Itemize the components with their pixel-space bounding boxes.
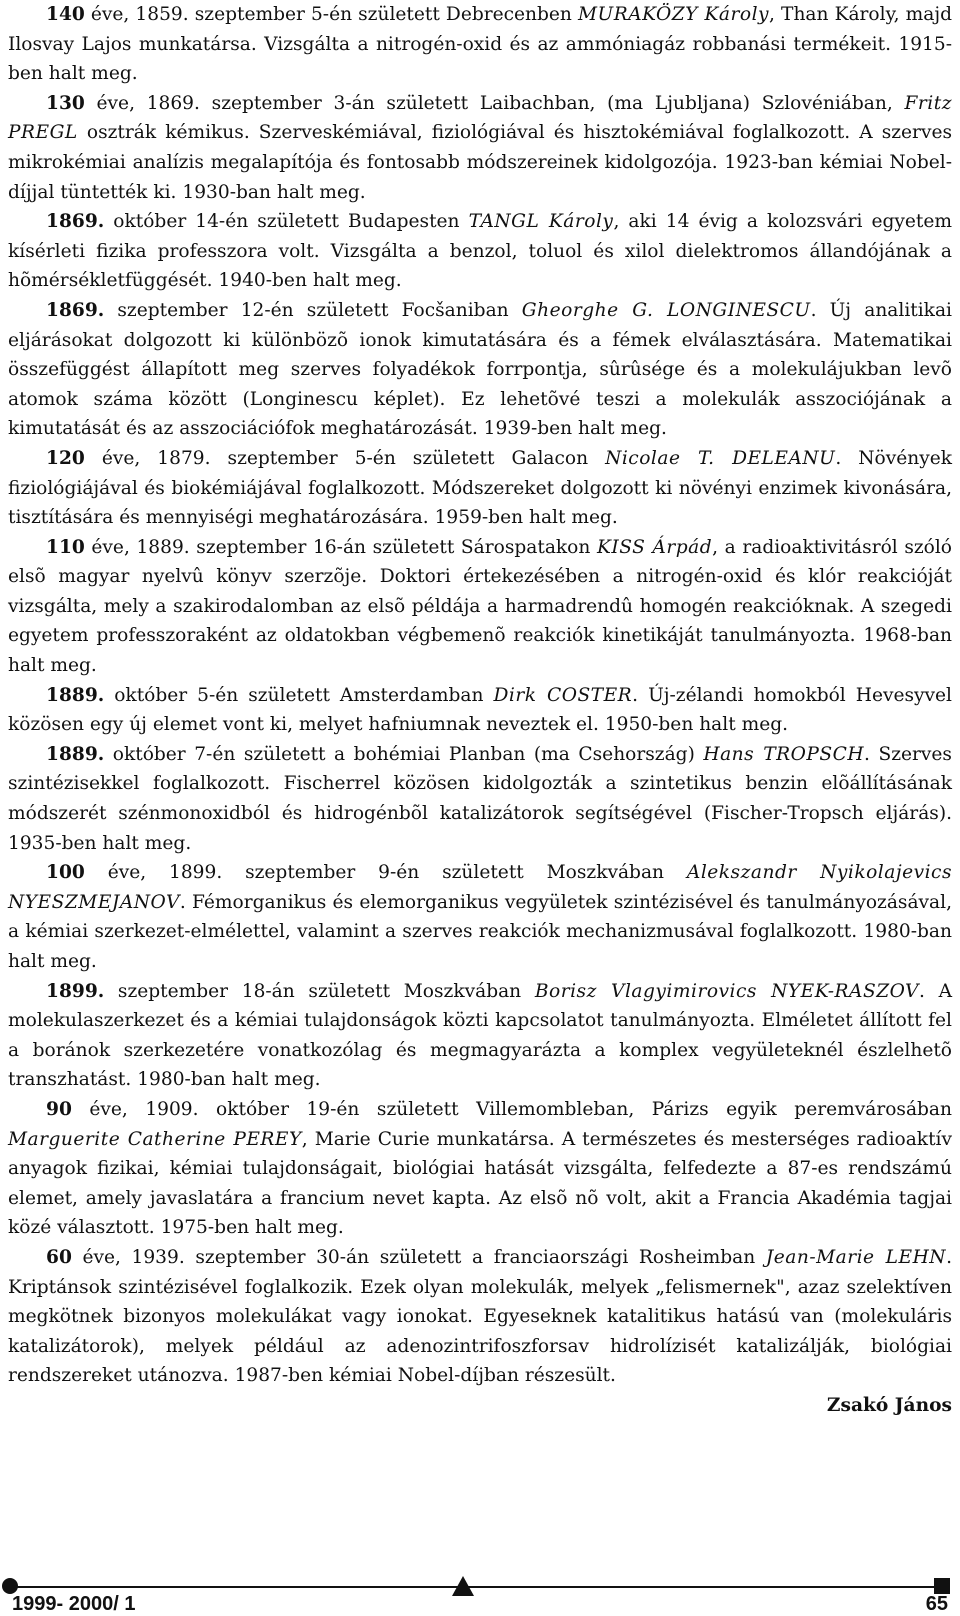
triangle-marker-icon [452, 1576, 474, 1596]
entry-text: éve, 1909. október 19-én született Villemombleban, Párizs egyik peremvárosában [71, 1098, 952, 1120]
entry-lehn [8, 1243, 952, 1391]
entry-text: éve, 1939. szeptember 30-án született a franciaországi Rosheimban [71, 1246, 766, 1268]
entry-rest: , Than Károly, majd Ilosvay Lajos munkatársa. Vizsgálta a nitrogén-oxid és az ammóniagáz robbanási termékeit. 1915-ben halt meg. [8, 4, 952, 85]
entry-text: szeptember 12-én született Focšaniban [104, 299, 522, 321]
entry-rest: , Marie Curie munkatársa. A természetes és mesterséges radioaktív anyagok fizikai, kémiai tulajdonságait, biológiai hatását vizsgálta, felfedezte a 87-es rendszámú elemet, amely javaslatára a francium nevet kapta. Az elsõ nõ volt, akit a Francia Akadémia tagjai közé választott. 1975-ben halt meg. [8, 1128, 952, 1239]
entry-rest: osztrák kémikus. Szerveskémiával, fiziológiával és hisztokémiával foglalkozott. A szerves mikrokémiai analízis megalapítója és fontosabb módszereinek kidolgozója. 1923-ban kémiai Nobel-díjjal tüntették ki. 1930-ban halt meg. [8, 122, 952, 203]
person-name: Borisz Vlagyimirovics NYEK-RASZOV [534, 980, 919, 1002]
person-name: Hans TROPSCH [703, 743, 865, 765]
issue-number: 1999- 2000/ 1 [12, 1593, 136, 1615]
person-name: Alekszandr Nyikolajevics NYESZMEJANOV [8, 862, 953, 913]
entry-head: 120 [46, 447, 85, 469]
person-name: MURAKÖZY Károly [577, 4, 770, 25]
entry-head: 1869. [46, 299, 105, 321]
entry-rest: . Növények fiziológiájával és biokémiájával foglalkozott. Módszereket dolgozott ki növényi enzimek kivonására, tisztítására és mennyiségi meghatározására. 1959-ben halt meg. [8, 447, 952, 529]
entry-head: 130 [46, 92, 85, 114]
person-name: Gheorghe G. LONGINESCU [521, 299, 811, 321]
entry-text: október 14-én született Budapesten [104, 211, 469, 233]
person-name: Fritz PREGL [8, 92, 952, 144]
entry-text: éve, 1859. szeptember 5-én született Debrecenben [84, 4, 578, 25]
entry-text: október 5-én született Amsterdamban [104, 684, 494, 706]
person-name: Marguerite Catherine PEREY [8, 1128, 302, 1150]
person-name: KISS Árpád [596, 536, 713, 558]
entry-head: 1889. [46, 684, 105, 706]
article-body [8, 0, 952, 1421]
page-footer [0, 1578, 960, 1616]
entry-head: 90 [46, 1098, 72, 1120]
person-name: Dirk COSTER [493, 684, 633, 706]
entry-head: 1899. [46, 980, 105, 1002]
entry-head: 110 [46, 536, 85, 558]
footer-rule [10, 1586, 948, 1588]
entry-text: éve, 1879. szeptember 5-én született Galacon [84, 447, 606, 469]
entry-rest: . A molekulaszerkezet és a kémiai tulajdonságok közti kapcsolatot tanulmányozta. Elméletet állított fel a boránok szerkezetére vonatkozólag és megmagyarázta a komplex vegyületeknél észlelhetõ transzhatást. 1980-ban halt meg. [8, 980, 952, 1091]
entry-text: szeptember 18-án született Moszkvában [104, 980, 535, 1002]
entry-head: 140 [46, 4, 85, 25]
author-signature: Zsakó János [826, 1394, 952, 1416]
entry-rest: . Új-zélandi homokból Hevesyvel közösen egy új elemet vont ki, melyet hafniumnak neveztek el. 1950-ben halt meg. [8, 684, 952, 736]
page-number: 65 [925, 1593, 948, 1615]
entry-rest: . Új analitikai eljárásokat dolgozott ki különbözõ ionok kimutatására és a fémek elválasztására. Matematikai összefüggést állapított meg szerves folyadékok forrpontja, sûrûsége és a molekulájukban levõ atomok száma között (Longinescu képlet). Ez lehetõvé teszi a molekulák asszociójának a kimutatását és az asszociációfok meghatározását. 1939-ben halt meg. [8, 299, 952, 440]
entry-nyeszmejanov [8, 858, 952, 976]
entry-perey [8, 1095, 952, 1243]
entry-rest: , a radioaktivitásról szóló elsõ magyar nyelvû könyv szerzõje. Doktori értekezésében a nitrogén-oxid és klór reakcióját vizsgálta, mely a szakirodalomban az elsõ példája a harmadrendû homogén reakcióknak. A szegedi egyetem professzoraként az oldatokban végbemenõ reakciók kinetikáját tanulmányozta. 1968-ban halt meg. [8, 536, 952, 677]
entry-rest: . Fémorganikus és elemorganikus vegyületek szintézisével és tanulmányozásával, a kémiai szerkezet-elmélettel, valamint a szerves reakciók mechanizmusával foglalkozott. 1980-ban halt meg. [8, 891, 952, 972]
entry-nyekraszov [8, 977, 952, 1095]
entry-murakozy [8, 0, 952, 89]
entry-tangl [8, 207, 952, 296]
entry-coster [8, 681, 952, 740]
person-name: TANGL Károly [468, 211, 614, 233]
entry-pregl [8, 89, 952, 207]
entry-text: éve, 1869. szeptember 3-án született Laibachban, (ma Ljubljana) Szlovéniában, [84, 92, 905, 114]
entry-rest: , aki 14 évig a kolozsvári egyetem kísérleti fizika professzora volt. Vizsgálta a benzol, toluol és xilol dielektromos állandójának a hõmérsékletfüggését. 1940-ben halt meg. [8, 211, 952, 292]
entry-text: éve, 1899. szeptember 9-én született Moszkvában [84, 862, 687, 884]
entry-rest: . Szerves szintézisekkel foglalkozott. Fischerrel közösen kidolgozták a szintetikus benzin elõállításának módszerét szénmonoxidból és hidrogénbõl katalizátorok segítségével (Fischer-Tropsch eljárás). 1935-ben halt meg. [8, 743, 952, 854]
entry-head: 60 [46, 1246, 72, 1268]
entry-head: 1889. [46, 743, 105, 765]
entry-rest: . Kriptánsok szintézisével foglalkozik. Ezek olyan molekulák, melyek „felismernek", azaz szelektíven megkötnek bizonyos molekulákat vagy ionokat. Egyeseknek katalitikus hatású van (molekuláris katalizátorok), melyek például az adenozintrifoszforsav hidrolízisét katalizálják, biológiai rendszereket utánozva. 1987-ben kémiai Nobel-díjban részesült. [8, 1246, 952, 1387]
entry-tropsch [8, 740, 952, 858]
person-name: Jean-Marie LEHN [765, 1246, 947, 1268]
person-name: Nicolae T. DELEANU [605, 447, 836, 469]
entry-head: 1869. [46, 211, 105, 233]
entry-text: október 7-én született a bohémiai Planban (ma Csehország) [104, 743, 704, 765]
entry-longinescu [8, 296, 952, 444]
entry-text: éve, 1889. szeptember 16-án született Sárospatakon [84, 536, 597, 558]
entry-kiss [8, 533, 952, 681]
entry-deleanu [8, 444, 952, 533]
entry-head: 100 [46, 862, 85, 884]
